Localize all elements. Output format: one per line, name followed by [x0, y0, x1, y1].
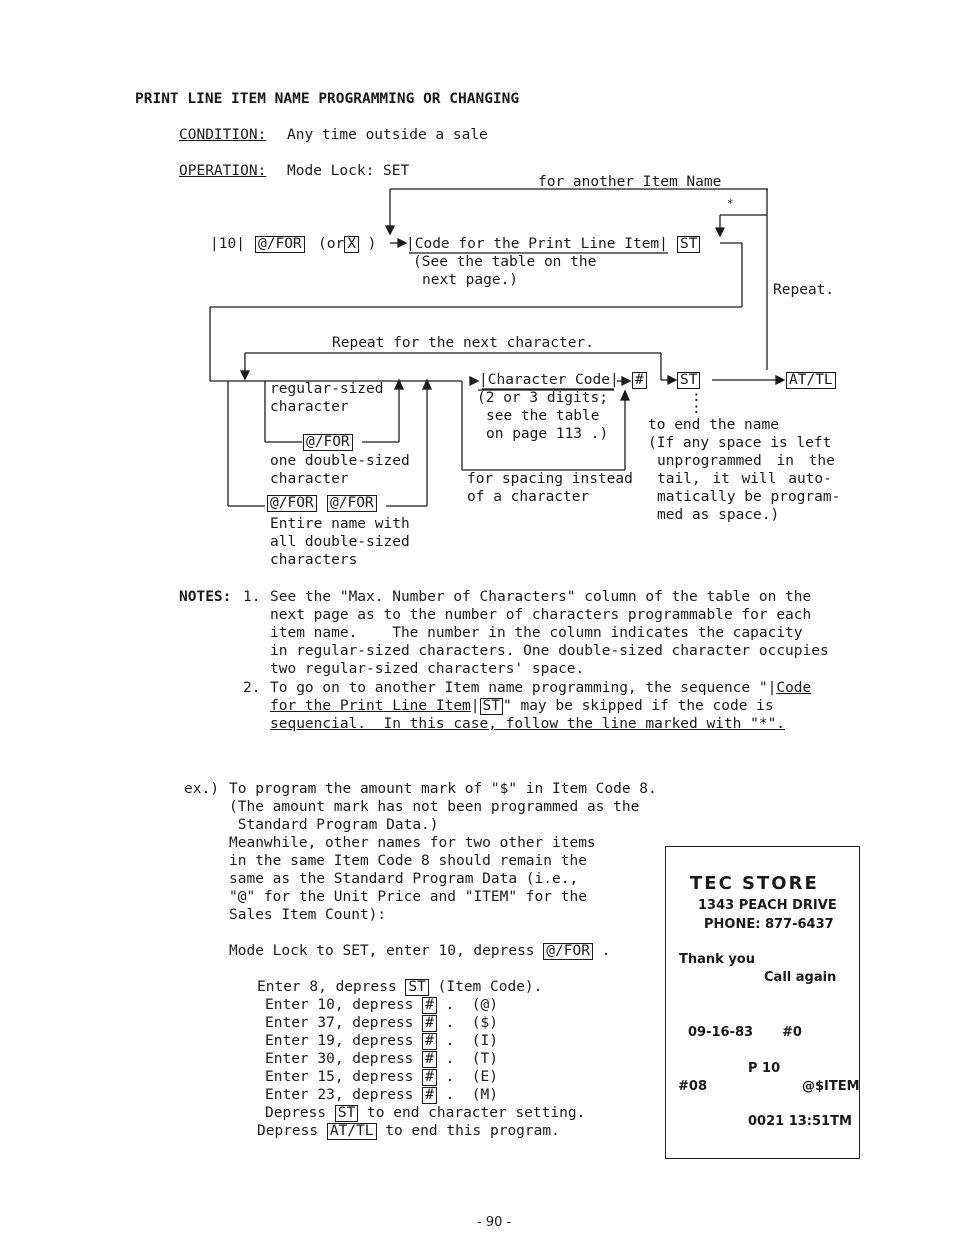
- code-print-line-item-box: |Code for the Print Line Item|: [406, 236, 668, 252]
- see-table-line2: next page.): [422, 272, 519, 288]
- receipt-number: #0: [782, 1025, 802, 1040]
- note-2-line1: To go on to another Item name programming, the sequence "|Code: [270, 680, 812, 696]
- entire-name-line2: all double-sized: [270, 534, 410, 550]
- dots-1: :: [692, 389, 701, 405]
- receipt-item: @$ITEM: [802, 1079, 860, 1094]
- note-1-number: 1.: [243, 589, 261, 605]
- example-intro-line: (The amount mark has not been programmed as the: [229, 799, 640, 815]
- key-at-tl: AT/TL: [786, 371, 836, 389]
- end-name-line3: unprogrammed in the: [657, 453, 835, 469]
- end-name-line6: med as space.): [657, 507, 780, 523]
- receipt-date: 09-16-83: [688, 1025, 754, 1040]
- end-name-line4: tail, it will auto-: [657, 471, 832, 487]
- example-intro-line: Meanwhile, other names for two other items: [229, 835, 596, 851]
- digits-line1: (2 or 3 digits;: [477, 390, 608, 406]
- example-intro-line: Sales Item Count):: [229, 907, 387, 923]
- digits-line3: on page 113 .): [486, 426, 609, 442]
- dots-2: :: [692, 401, 701, 417]
- spacing-line1: for spacing instead: [467, 471, 633, 487]
- enter-step: Enter 37, depress # . ($): [265, 1015, 498, 1031]
- enter-step: Enter 19, depress # . (I): [265, 1033, 498, 1049]
- digits-line2: see the table: [486, 408, 600, 424]
- example-label: ex.): [184, 781, 219, 797]
- receipt-thank-you: Thank you: [679, 952, 755, 967]
- end-name-line1: to end the name: [648, 417, 779, 433]
- key-at-for: @/FOR: [255, 235, 305, 253]
- example-intro-line: in the same Item Code 8 should remain the: [229, 853, 587, 869]
- operation-value: Mode Lock: SET: [287, 163, 410, 179]
- entire-name-line3: characters: [270, 552, 358, 568]
- enter-step: Enter 10, depress # . (@): [265, 997, 498, 1013]
- key-hash: #: [632, 371, 647, 389]
- example-intro-line: same as the Standard Program Data (i.e.,: [229, 871, 579, 887]
- character-code-box: |Character Code|: [479, 372, 619, 388]
- operation-label: OPERATION:: [179, 163, 267, 179]
- regular-sized-label: regular-sized: [270, 381, 384, 397]
- enter-step: Enter 30, depress # . (T): [265, 1051, 498, 1067]
- end-name-line2: (If any space is left: [648, 435, 832, 451]
- another-item-name-label: for another Item Name: [538, 174, 722, 190]
- note-2-number: 2.: [243, 680, 261, 696]
- key-10: |10|: [210, 236, 245, 252]
- key-st-2: ST: [677, 371, 700, 389]
- receipt-call-again: Call again: [764, 970, 837, 985]
- receipt-p-10: P 10: [748, 1061, 781, 1076]
- key-at-for-4: @/FOR: [327, 494, 377, 512]
- regular-character-label: character: [270, 399, 349, 415]
- depress-attl-step: Depress AT/TL to end this program.: [257, 1123, 560, 1139]
- repeat-next-label: Repeat for the next character.: [332, 335, 594, 351]
- receipt-phone: PHONE: 877-6437: [704, 917, 834, 932]
- see-table-line1: (See the table on the: [413, 254, 597, 270]
- note-1-line: next page as to the number of characters programmable for each: [270, 607, 812, 623]
- end-name-line5: matically be program-: [657, 489, 841, 505]
- example-intro-line: To program the amount mark of "$" in Item Code 8.: [229, 781, 657, 797]
- enter-step: Enter 23, depress # . (M): [265, 1087, 498, 1103]
- enter-step: Enter 15, depress # . (E): [265, 1069, 498, 1085]
- key-at-for-2: @/FOR: [303, 433, 353, 451]
- note-2-line2: for the Print Line Item| ST " may be skipped if the code is: [270, 698, 774, 714]
- or-x-text: (or X ): [318, 236, 377, 252]
- example-intro-line: "@" for the Unit Price and "ITEM" for the: [229, 889, 587, 905]
- page-number: - 90 -: [477, 1215, 512, 1230]
- note-2-line3: sequencial. In this case, follow the line marked with "*".: [270, 716, 786, 732]
- mode-lock-step: Mode Lock to SET, enter 10, depress @/FOR .: [229, 943, 611, 959]
- one-double-character-label: character: [270, 471, 349, 487]
- receipt: [665, 846, 860, 1159]
- receipt-time: 0021 13:51TM: [748, 1114, 852, 1129]
- key-at-for-3: @/FOR: [267, 494, 317, 512]
- note-1-line: two regular-sized characters' space.: [270, 661, 585, 677]
- one-double-label: one double-sized: [270, 453, 410, 469]
- receipt-address: 1343 PEACH DRIVE: [698, 898, 837, 913]
- note-1-line: item name. The number in the column indicates the capacity: [270, 625, 803, 641]
- spacing-line2: of a character: [467, 489, 590, 505]
- example-intro-line: Standard Program Data.): [229, 817, 439, 833]
- enter-8-step: Enter 8, depress ST (Item Code).: [257, 979, 543, 995]
- entire-name-line1: Entire name with: [270, 516, 410, 532]
- notes-label: NOTES:: [179, 589, 232, 605]
- note-1-line: See the "Max. Number of Characters" column of the table on the: [270, 589, 812, 605]
- asterisk-marker: *: [727, 197, 734, 210]
- receipt-store-name: TEC STORE: [690, 873, 819, 894]
- condition-value: Any time outside a sale: [287, 127, 488, 143]
- key-st: ST: [677, 235, 700, 253]
- repeat-label: Repeat.: [773, 282, 835, 298]
- note-1-line: in regular-sized characters. One double-sized character occupies: [270, 643, 829, 659]
- condition-label: CONDITION:: [179, 127, 267, 143]
- receipt-code: #08: [678, 1079, 707, 1094]
- page-title: PRINT LINE ITEM NAME PROGRAMMING OR CHANGING: [135, 91, 520, 107]
- depress-st-step: Depress ST to end character setting.: [265, 1105, 586, 1121]
